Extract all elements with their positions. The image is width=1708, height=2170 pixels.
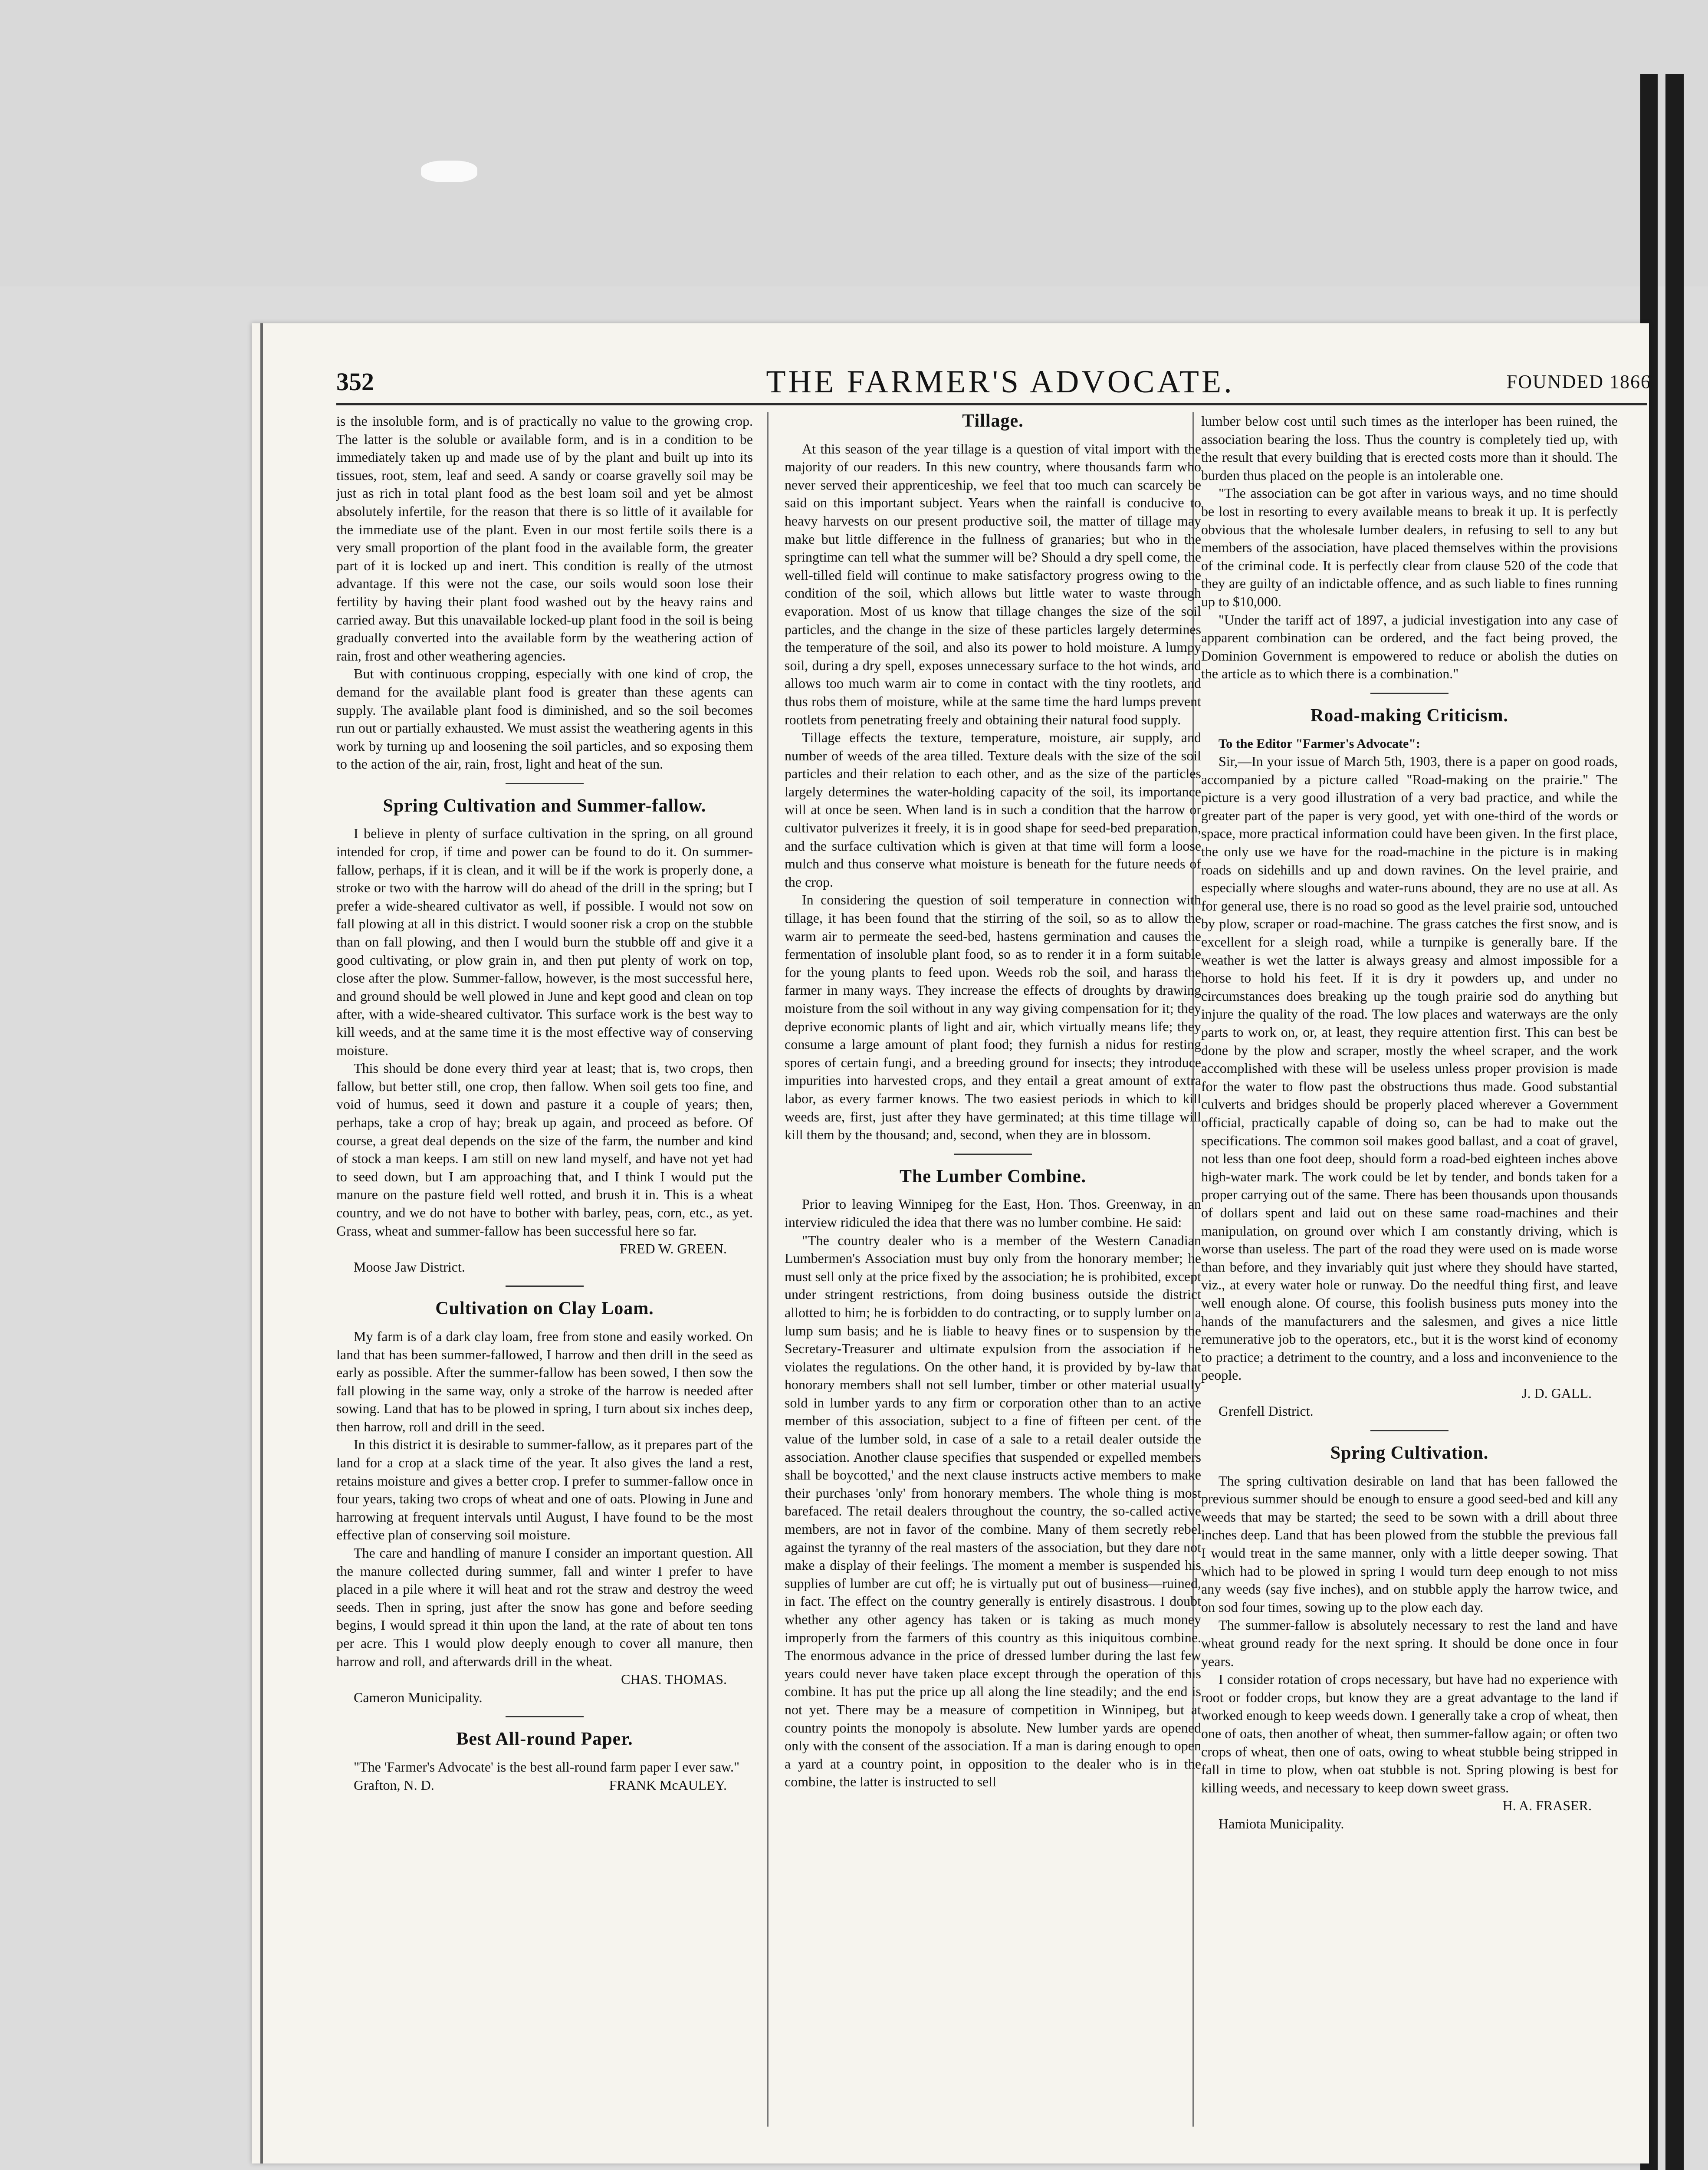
- column-2: [785, 412, 1201, 2148]
- article-paragraph: lumber below cost until such times as the interloper has been ruined, the association bearing the loss. Thus the country is completely tied up, with the result that every building that is erected costs more than it should. The burden thus placed on the people is an intolerable one.: [1201, 413, 1618, 483]
- article-paragraph: Sir,—In your issue of March 5th, 1903, there is a paper on good roads, accompanied by a picture called "Road-making on the prairie." The picture is a very good illustration of a very bad practice, and while the greater part of the paper is very good, yet with one-third of the words or space, more practical information could have been given. In the first place, the only use we have for the road-machine in the picture is in making roads on sidehills and up and down ravines. On the level prairie, and especially where sloughs and water-runs abound, they are no use at all. As for general use, there is no road so good as the level prairie sod, untouched by plow, scraper or road-machine. The grass catches the first snow, and is excellent for a sleigh road, while a turnpike is generally bare. If the weather is wet the latter is always greasy and almost impossible for a horse to hold his feet. If it is dry it powders up, and under no circumstances does breaking up the tough prairie sod do anything but injure the quality of the road. The low places and waterways are the only parts to work on, or, at least, they require attention first. This can best be done by the plow and scraper, mostly the wheel scraper, and the work accomplished with these will be useless unless proper provision is made for the water to flow past the obstructions thus made. Good substantial culverts and bridges should be properly placed wherever a Government official, practically capable of doing so, can be had to make out the specifications. The common soil makes good ballast, and a coat of gravel, not less than one foot deep, should form a road-bed eighteen inches above high-water mark. The work could be let by tender, and bonds taken for a proper carrying out of the same. There has been thousands upon thousands of dollars spent and laid out on these same road-machines and their manipulation, on ground over which I am constantly driving, which is worse than useless. The part of the road they were used on is made worse than before, and they invariably quit just where they should have started, viz., at every water hole or runway. Do the needful thing first, and leave well enough alone. Of course, this foolish business puts money into the hands of the manufacturers and the salesmen, and gives a nice little remunerative job to the operators, etc., but it is the worst kind of economy to practice; a detriment to the country, and a loss and inconvenience to the people.: [1201, 753, 1618, 1383]
- article-paragraph: The summer-fallow is absolutely necessary to rest the land and have wheat ground ready for the next spring. It should be done once in four years.: [1201, 1617, 1618, 1669]
- author-signature: CHAS. THOMAS.: [621, 1671, 727, 1687]
- section-divider: [506, 783, 584, 784]
- section-divider: [1370, 1430, 1449, 1431]
- film-margin-top: [0, 0, 1708, 286]
- article-paragraph: is the insoluble form, and is of practically no value to the growing crop. The latter is the soluble or available form, and is in a condition to be immediately taken up and made use of by the plant and built up into its tissues, root, stem, leaf and seed. A sandy or coarse gravelly soil may be just as rich in total plant food as the best loam soil and yet be almost absolutely infertile, for the reason that there is so little of it available for the immediate use of the plant. Even in our most fertile soils there is a very small proportion of the plant food in the available form, the greater part of it is locked up and inert. This condition is really of the utmost advantage. If this were not the case, our soils would soon lose their fertility by having their plant food washed out by the heavy rains and carried away. But this unavailable locked-up plant food in the soil is being gradually converted into the available form by the weathering action of rain, frost and other weathering agencies.: [336, 413, 753, 664]
- signature-line: [336, 1776, 753, 1795]
- article-heading: Cultivation on Clay Loam.: [435, 1299, 654, 1319]
- article-paragraph: "The country dealer who is a member of the Western Canadian Lumbermen's Association must buy only from the honorary member; he must sell only at the price fixed by the association; he is prohibited, except under stringent restrictions, from doing business outside the district allotted to him; he is forbidden to do contracting, or to supply lumber on a lump sum basis; and he is liable to heavy fines or to suspension by the Secretary-Treasurer and ultimate expulsion from the association if he violates the regulations. On the other hand, it is provided by by-law that honorary members shall not sell lumber, timber or other material usually sold in lumber yards to any firm or corporation other than to an active member of this association, subject to a fine of fifteen per cent. of the value of the lumber sold, in case of a sale to a retail dealer outside the association. Another clause specifies that suspended or expelled members shall be boycotted,' and the next clause instructs active members to make their purchases 'only' from honorary members. The whole thing is most barefaced. The retail dealers throughout the country, the so-called active members, are not in favor of the combine. Many of them secretly rebel against the tyranny of the real masters of the association, but they dare not make a display of their feelings. The moment a member is suspended his supplies of lumber are cut off; he is virtually put out of business—ruined, in fact. The effect on the country generally is entirely disastrous. I doubt whether any other agency has taken or is taking as much money improperly from the farmers of this country as this iniquitous combine. The enormous advance in the price of dressed lumber during the last few years could never have taken place except through the operation of this combine. It has put the price up all along the line steadily; and the end is not yet. There may be a measure of competition in Winnipeg, but at country points the monopoly is absolute. New lumber yards are opened only with the consent of the association. If a man is daring enough to open a yard at a country point, in opposition to the dealer who is in the combine, the latter is instructed to sell: [785, 1232, 1201, 1790]
- signature-line: [336, 1670, 753, 1689]
- article-heading: Tillage.: [962, 411, 1024, 431]
- article-paragraph: But with continuous cropping, especially with one kind of crop, the demand for the available plant food is greater than these agents can supply. The available plant food is diminished, and so the soil becomes run out or partially exhausted. We must assist the weathering agents in this work by turning up and loosening the soil particles, and so exposing them to the action of the air, rain, frost, light and heat of the sun.: [336, 666, 753, 772]
- article-paragraph: I believe in plenty of surface cultivation in the spring, on all ground intended for crop, if time and power can be found to do it. On summer-fallow, perhaps, if it is clean, and it will be if the work is properly done, a stroke or two with the harrow will do ahead of the drill in the spring; but I prefer a wide-sheared cultivator as well, if possible. I would not sow on fall plowing at all in this district. I would sooner risk a crop on the stubble than on fall plowing, and then I would burn the stubble off and give it a good cultivating, or plow grain in, and then put plenty of work on top, close after the plow. Summer-fallow, however, is the most successful here, and ground should be well plowed in June and kept good and clean on top after, with a wide-sheared cultivator. This surface work is the best way to kill weeds, and at the same time it is the most effective way of conserving moisture.: [336, 825, 753, 1058]
- article-paragraph: "The 'Farmer's Advocate' is the best all-round farm paper I ever saw.": [354, 1759, 740, 1775]
- signature-line: [336, 1240, 753, 1258]
- article-paragraph: My farm is of a dark clay loam, free from stone and easily worked. On land that has been summer-fallowed, I harrow and then drill in the seed as early as possible. After the summer-fallow has been sowed, I then sow the fall plowing in the same way, only a stroke of the harrow is needed after sowing. Land that has to be plowed in spring, I turn about six inches deep, then harrow, roll and drill in the seed.: [336, 1328, 753, 1434]
- author-signature: FRED W. GREEN.: [619, 1241, 727, 1257]
- masthead-rule: [336, 403, 1647, 405]
- editor-salutation: To the Editor "Farmer's Advocate":: [1219, 736, 1420, 751]
- author-place: Grenfell District.: [1219, 1403, 1314, 1419]
- film-blemish: [421, 161, 477, 182]
- article-heading: Spring Cultivation and Summer-fallow.: [383, 796, 706, 816]
- page-fold-edge: [260, 323, 263, 2163]
- article-paragraph: Prior to leaving Winnipeg for the East, Hon. Thos. Greenway, in an interview ridiculed the idea that there was no lumber combine. He said:: [785, 1196, 1201, 1230]
- section-divider: [954, 1154, 1032, 1155]
- column-1: [336, 412, 753, 2148]
- section-divider: [506, 1716, 584, 1717]
- article-paragraph: In this district it is desirable to summer-fallow, as it prepares part of the land for a crop at a slack time of the year. It also gives the land a rest, retains moisture and gives a better crop. I prefer to summer-fallow once in four years, taking two crops of wheat and one of oats. Plowing in June and harrowing at frequent intervals until August, I have found to be the most effective plan of conserving soil moisture.: [336, 1437, 753, 1543]
- signature-line: [1201, 1797, 1618, 1815]
- article-paragraph: Tillage effects the texture, temperature, moisture, air supply, and number of weeds of the area tilled. Texture deals with the size of the soil particles and their relation to each other, and as the size of the particles largely determines the water-holding capacity of the soil, its importance will at once be seen. When land is in such a condition that the harrow or cultivator pulverizes it freely, it is in good shape for seed-bed preparation, and the surface cultivation which is given at that time will form a loose mulch and thus conserve what moisture is beneath for the future needs of the crop.: [785, 730, 1201, 890]
- section-divider: [1370, 693, 1449, 694]
- article-paragraph: "Under the tariff act of 1897, a judicial investigation into any case of apparent combination can be ordered, and the fact being proved, the Dominion Government is empowered to reduce or abolish the duties on the article as to which there is a combination.": [1201, 612, 1618, 682]
- masthead: [336, 364, 1664, 398]
- article-heading: The Lumber Combine.: [899, 1166, 1087, 1187]
- author-place: Grafton, N. D.: [354, 1777, 434, 1793]
- column-3: [1201, 412, 1618, 2148]
- column-rule: [767, 412, 769, 2127]
- founded-note: FOUNDED 1866: [1506, 371, 1651, 392]
- article-paragraph: The spring cultivation desirable on land that has been fallowed the previous summer should be enough to ensure a good seed-bed and kill any weeds that may be started; the seed to be sown with a drill about three inches deep. Land that has been plowed from the stubble the previous fall I would treat in the same manner, only with a little deeper sowing. That which had to be plowed in spring I would turn deep enough to not miss any weeds (say five inches), and on stubble apply the harrow twice, and on sod four times, sowing up to the plow each day.: [1201, 1473, 1618, 1615]
- article-heading: Spring Cultivation.: [1330, 1443, 1489, 1463]
- article-paragraph: I consider rotation of crops necessary, but have had no experience with root or fodder crops, but know they are a great advantage to the land if worked enough to keep weeds down. I generally take a crop of wheat, then one of oats, then another of wheat, then summer-fallow again; or often two crops of wheat, then one of oats, owing to wheat stubble being stripped in fall in time to plow, when oat stubble is not. Spring plowing is best for killing weeds, and necessary to keep down sweet grass.: [1201, 1671, 1618, 1795]
- paper-title: THE FARMER'S ADVOCATE.: [766, 364, 1235, 400]
- author-signature: H. A. FRASER.: [1502, 1798, 1592, 1814]
- author-signature: J. D. GALL.: [1522, 1385, 1592, 1401]
- article-heading: Road-making Criticism.: [1311, 705, 1508, 726]
- signature-line: [1201, 1384, 1618, 1403]
- article-paragraph: This should be done every third year at least; that is, two crops, then fallow, but better still, one crop, then fallow. When soil gets too fine, and void of humus, seed it down and pasture it a couple of years; then, perhaps, take a crop of hay; break up again, and proceed as before. Of course, a great deal depends on the size of the farm, the number and kind of stock a man keeps. I am still on new land myself, and have not yet had to seed down, but I am approaching that, and I think I would put the manure on the pasture field well rotted, and brush it in. This is a wheat country, and we do not have to bother with barley, peas, corn, etc., as yet. Grass, wheat and summer-fallow has been successful here so far.: [336, 1060, 753, 1239]
- article-heading: Best All-round Paper.: [456, 1729, 633, 1749]
- page-number: 352: [336, 368, 374, 396]
- article-paragraph: At this season of the year tillage is a question of vital import with the majority of our readers. In this new country, where thousands farm who never served their apprenticeship, we feel that too much can scarcely be said on this important subject. Years when the rainfall is conducive to heavy harvests on our present productive soil, the matter of tillage may make but little difference in the fullness of granaries; but who in the springtime can tell what the summer will be? Should a dry spell come, the well-tilled field will continue to make satisfactory progress owing to the condition of the soil, which allows but little water to waste through evaporation. Most of us know that tillage changes the size of the soil particles, and the change in the size of these particles largely determines the temperature of the soil, and also its power to hold moisture. A lumpy soil, during a dry spell, exposes unnecessary surface to the hot winds, and allows too much warm air to come in contact with the tiny rootlets, and thus robs them of moisture, while at the same time the hard lumps prevent rootlets from penetrating freely and obtaining their natural food supply.: [785, 441, 1201, 727]
- article-paragraph: In considering the question of soil temperature in connection with tillage, it has been found that the stirring of the soil, so as to allow the warm air to permeate the seed-bed, hastens germination and causes the fermentation of insoluble plant food, so as to render it in a form suitable for the young plants to feed upon. Weeds rob the soil, and harass the farmer in many ways. They increase the effects of droughts by drawing moisture from the soil without in any way giving compensation for it; they deprive economic plants of light and air, which virtually means life; they consume a large amount of plant food; they furnish a nidus for resting spores of certain fungi, and a breeding ground for insects; they introduce impurities into harvested crops, and they entail a great amount of extra labor, as every farmer knows. The two easiest periods in which to kill weeds are, first, just after they have germinated; at this time tillage will kill them by the thousand; and, second, when they are in blossom.: [785, 892, 1201, 1143]
- author-place: Hamiota Municipality.: [1219, 1815, 1344, 1831]
- section-divider: [506, 1286, 584, 1287]
- article-paragraph: "The association can be got after in various ways, and no time should be lost in resorting to every available means to break it up. It is perfectly obvious that the wholesale lumber dealers, in refusing to sell to any but members of the association, have placed themselves within the provisions of the criminal code. It is perfectly clear from clause 520 of the code that they are guilty of an indictable offence, and as such liable to fines running up to $10,000.: [1201, 485, 1618, 609]
- author-place: Cameron Municipality.: [354, 1689, 483, 1705]
- film-bar-right: [1665, 74, 1684, 2170]
- article-paragraph: The care and handling of manure I consider an important question. All the manure collected during summer, fall and winter I prefer to have placed in a pile where it will heat and rot the straw and destroy the weed seeds. Then in spring, just after the snow has gone and before seeding begins, I would spread it thin upon the land, at the rate of about ten tons per acre. This I would plow deeply enough to cover all manure, then harrow and roll, and afterwards drill in the wheat.: [336, 1545, 753, 1669]
- author-place: Moose Jaw District.: [354, 1259, 465, 1275]
- author-signature: FRANK McAULEY.: [609, 1777, 727, 1793]
